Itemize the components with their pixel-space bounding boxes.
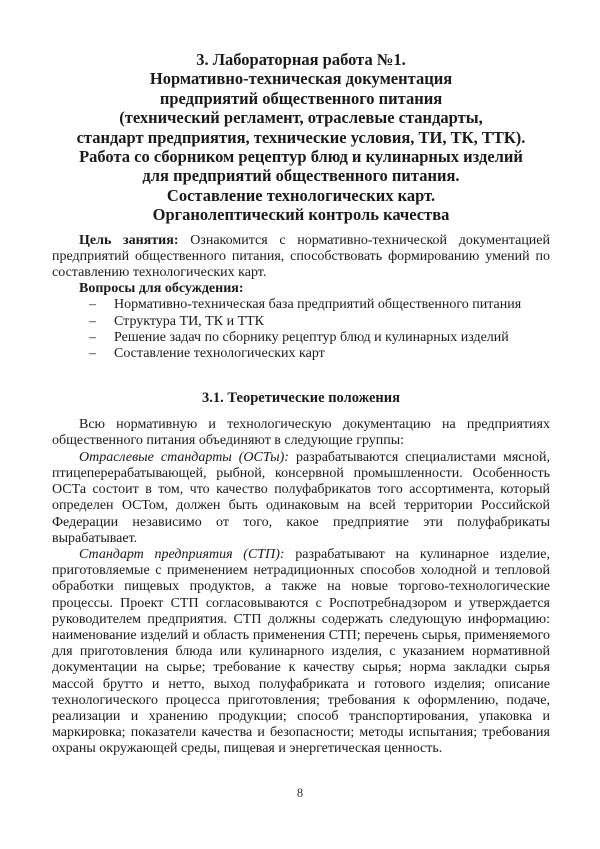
paragraph-text: Всю нормативную и технологическую документацию на предприятиях общественного питания объединяют в следующие группы: xyxy=(52,417,550,449)
title-line-7: для предприятий общественного питания. xyxy=(142,166,460,186)
purpose-paragraph xyxy=(52,233,550,282)
page-footer xyxy=(0,786,600,801)
title-line-4: (технический регламент, отраслевые стандарты, xyxy=(119,108,483,128)
title-line-6: Работа со сборником рецептур блюд и кулинарных изделий xyxy=(79,147,523,167)
section-paragraph-2 xyxy=(52,450,550,547)
list-item-text: Структура ТИ, ТК и ТТК xyxy=(114,313,265,329)
paragraph-lead: Стандарт предприятия (СТП): xyxy=(79,546,285,562)
title-line-9: Органолептический контроль качества xyxy=(152,205,450,225)
page-number: 8 xyxy=(296,786,304,800)
list-item xyxy=(52,330,550,346)
title-line-3: предприятий общественного питания xyxy=(159,88,443,108)
document-body xyxy=(52,233,550,758)
title-line-5: стандарт предприятия, технические условия, ТИ, ТК, ТТК). xyxy=(76,127,526,147)
section-paragraph-1 xyxy=(52,417,550,449)
paragraph-text: разрабатываются специалистами мясной, птицеперерабатывающей, рыбной, консервной промышленности. Особенность ОСТа состоит в том, что качество полуфабрикатов того ассортимента, который определен ОСТом, должен быть одинаковым на всей территории Российской Федерации независимо от того, какое предприятие эти полуфабрикаты вырабатывает. xyxy=(52,449,551,546)
title-line-1: 3. Лабораторная работа №1. xyxy=(196,50,406,69)
questions-list xyxy=(52,297,550,362)
title-line-8: Составление технологических карт. xyxy=(166,185,436,205)
list-item xyxy=(52,314,550,330)
list-item xyxy=(52,346,550,362)
dash-marker: – xyxy=(89,346,96,362)
list-item-text: Нормативно-техническая база предприятий общественного питания xyxy=(114,297,522,313)
list-item-text: Решение задач по сборнику рецептур блюд и кулинарных изделий xyxy=(114,329,509,345)
list-item-text: Составление технологических карт xyxy=(114,346,325,362)
section-paragraph-3 xyxy=(52,547,550,758)
purpose-text: Ознакомится с нормативно-технической документацией предприятий общественного питания, способствовать формированию умений по составлению технологических карт. xyxy=(52,232,551,281)
dash-marker: – xyxy=(89,329,96,345)
title-line-2: Нормативно-техническая документация xyxy=(149,69,453,89)
document-title xyxy=(52,50,550,225)
dash-marker: – xyxy=(89,313,96,329)
paragraph-lead: Отраслевые стандарты (ОСТы): xyxy=(79,449,289,465)
paragraph-text: разрабатывают на кулинарное изделие, приготовляемые с применением нетрадиционных способов холодной и тепловой обработки пищевых продуктов, а также на новые торгово-технологические процессы. Проект СТП согласовываются с Роспотребнадзором и утверждается руководителем предприятия. СТП должны содержать следующую информацию: наименование изделий и область применения СТП; перечень сырья, применяемого для приготовления блюда или кулинарного изделия, с указанием нормативной документации на сырье; требование к качеству сырья; норма закладки сырья массой брутто и нетто, выход полуфабриката и готового изделия; описание технологического процесса приготовления; требования к оформлению, подаче, реализации и хранению продукции; способ транспортирования, упаковка и маркировка; показатели качества и безопасности; методы испытания; требования охраны окружающей среды, пищевая и энергетическая ценность. xyxy=(52,546,550,757)
purpose-label: Цель занятия: xyxy=(79,232,179,248)
list-item xyxy=(52,297,550,313)
dash-marker: – xyxy=(89,297,96,313)
questions-heading: Вопросы для обсуждения: xyxy=(79,281,244,297)
section-heading: 3.1. Теоретические положения xyxy=(202,390,400,407)
